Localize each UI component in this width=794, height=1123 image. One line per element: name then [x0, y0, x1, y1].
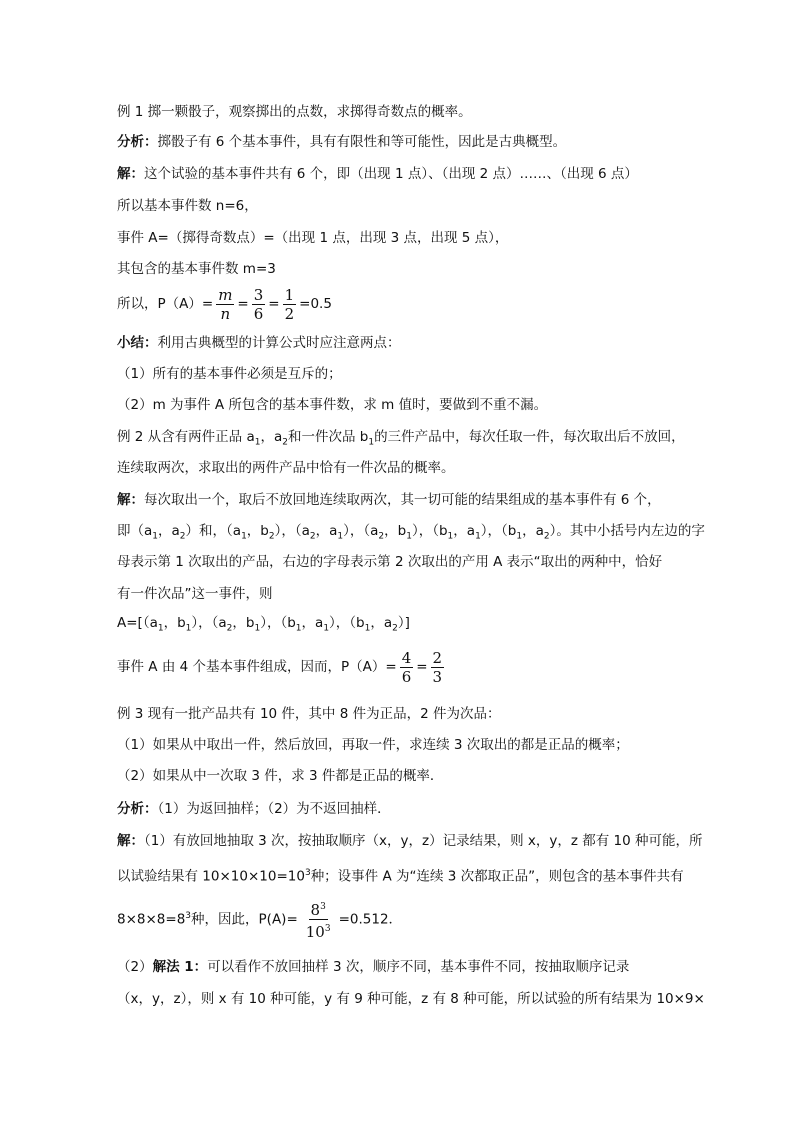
explanation-line: 母表示第 1 次取出的产品，右边的字母表示第 2 次取出的产用 A 表示“取出的两种中，恰好: [117, 554, 663, 570]
summary-line: [117, 334, 401, 352]
analysis-label: 分析：: [117, 801, 158, 817]
fraction-m-n: $\frac{m}{n}$: [218, 285, 233, 323]
solution-text: （1）有放回地抽取 3 次，按抽取顺序（x，y，z）记录结果，则 x，y，z 都有 10 种可能，所: [144, 833, 703, 849]
analysis-line: [117, 133, 566, 151]
fraction-2-3: $\frac{2}{3}$: [432, 648, 443, 686]
example-2-title-cont: 连续取两次，求取出的两件产品中恰有一件次品的概率。: [117, 460, 455, 476]
fraction-4-6: $\frac{4}{6}$: [401, 648, 412, 686]
probability-2-line: 事件 A 由 4 个基本事件组成，因而，P（A）= $\frac{4}{6}$ = $\frac{2}{3}$: [117, 648, 443, 686]
summary-label: 小结：: [117, 335, 158, 351]
solution-label: 解：: [117, 166, 144, 182]
example-3-part-2: （2）如果从中一次取 3 件，求 3 件都是正品的概率．: [117, 768, 444, 784]
solution-3-line-2: 以试验结果有 $10\times 10\times 10=10^3$种；设事件 A 为“连续 3 次都取正品”，则包含的基本事件共有: [117, 868, 684, 885]
summary-point-2: （2）m 为事件 A 所包含的基本事件数，求 m 值时，要做到不重不漏。: [117, 397, 548, 413]
event-count-line: 其包含的基本事件数 m=3: [117, 261, 276, 277]
solution-method-1-line-2: （x，y，z），则 x 有 10 种可能，y 有 9 种可能，z 有 8 种可能，所以试验的所有结果为 10×9×: [117, 991, 705, 1007]
example-2-title: 例 2 从含有两件正品 $a_1$，$a_2$和一件次品 $b_1$的三件产品中，每次任取一件，每次取出后不放回，: [117, 429, 685, 448]
solution-line: [117, 165, 638, 183]
fraction-8cubed-10cubed: $\frac{8^3}{10^3}$: [304, 898, 333, 941]
solution-3-line: [117, 832, 702, 850]
method-1-label: 解法 1：: [152, 959, 208, 975]
analysis-text: 掷骰子有 6 个基本事件，具有有限性和等可能性，因此是古典概型。: [157, 134, 567, 150]
analysis-3-line: [117, 800, 391, 818]
summary-text: 利用古典概型的计算公式时应注意两点：: [157, 335, 401, 351]
solution-2-line: [117, 491, 661, 509]
formula-result: =0.5: [299, 296, 332, 312]
fraction-1-2: $\frac{1}{2}$: [284, 285, 295, 323]
formula-prefix: 所以，P（A）=: [117, 296, 214, 312]
analysis-text: （1）为返回抽样；（2）为不返回抽样．: [157, 801, 391, 817]
solution-3-line-3: $8\times 8\times 8=8^3$种，因此，P(A)= $\frac{8^3}{10^3}$ =0.512．: [117, 896, 402, 941]
sample-count-line: 所以基本事件数 n=6，: [117, 198, 258, 214]
outcome-list-line: 即（$a_1$，$a_2$）和，（$a_1$，$b_2$），（$a_2$，$a_1$），（$a_2$，$b_1$），（$b_1$，$a_1$），（$b_1$，$a_2$）。其中小括号内左边的字: [117, 523, 705, 542]
solution-text: 这个试验的基本事件共有 6 个，即（出现 1 点）、（出现 2 点）……、（出现 6 点）: [144, 166, 638, 182]
explanation-line-cont: 有一件次品”这一事件，则: [117, 586, 273, 602]
event-a-line: 事件 A=（掷得奇数点）=（出现 1 点，出现 3 点，出现 5 点），: [117, 230, 509, 246]
example-3-part-1: （1）如果从中取出一件，然后放回，再取一件，求连续 3 次取出的都是正品的概率；: [117, 737, 629, 753]
solution-label: 解：: [117, 833, 144, 849]
solution-label: 解：: [117, 492, 144, 508]
probability-formula-line: 所以，P（A）= $\frac{m}{n}$ = $\frac{3}{6}$ = $\frac{1}{2}$ =0.5: [117, 285, 332, 323]
summary-point-1: （1）所有的基本事件必须是互斥的；: [117, 366, 342, 382]
solution-text: 每次取出一个，取后不放回地连续取两次，其一切可能的结果组成的基本事件有 6 个，: [144, 492, 661, 508]
fraction-3-6: $\frac{3}{6}$: [253, 285, 264, 323]
analysis-label: 分析：: [117, 134, 158, 150]
example-3-title: 例 3 现有一批产品共有 10 件，其中 8 件为正品，2 件为次品：: [117, 706, 501, 722]
solution-method-1-line: （2）解法 1：可以看作不放回抽样 3 次，顺序不同，基本事件不同，按抽取顺序记录: [117, 959, 630, 975]
example-1-title: 例 1 掷一颗骰子，观察掷出的点数，求掷得奇数点的概率。: [117, 104, 472, 120]
event-a-set-line: $A=[(a_1$，$b_1$），（$a_2$，$b_1$），（$b_1$，$a_1$），（$b_1$，$a_2$）]: [117, 615, 410, 634]
